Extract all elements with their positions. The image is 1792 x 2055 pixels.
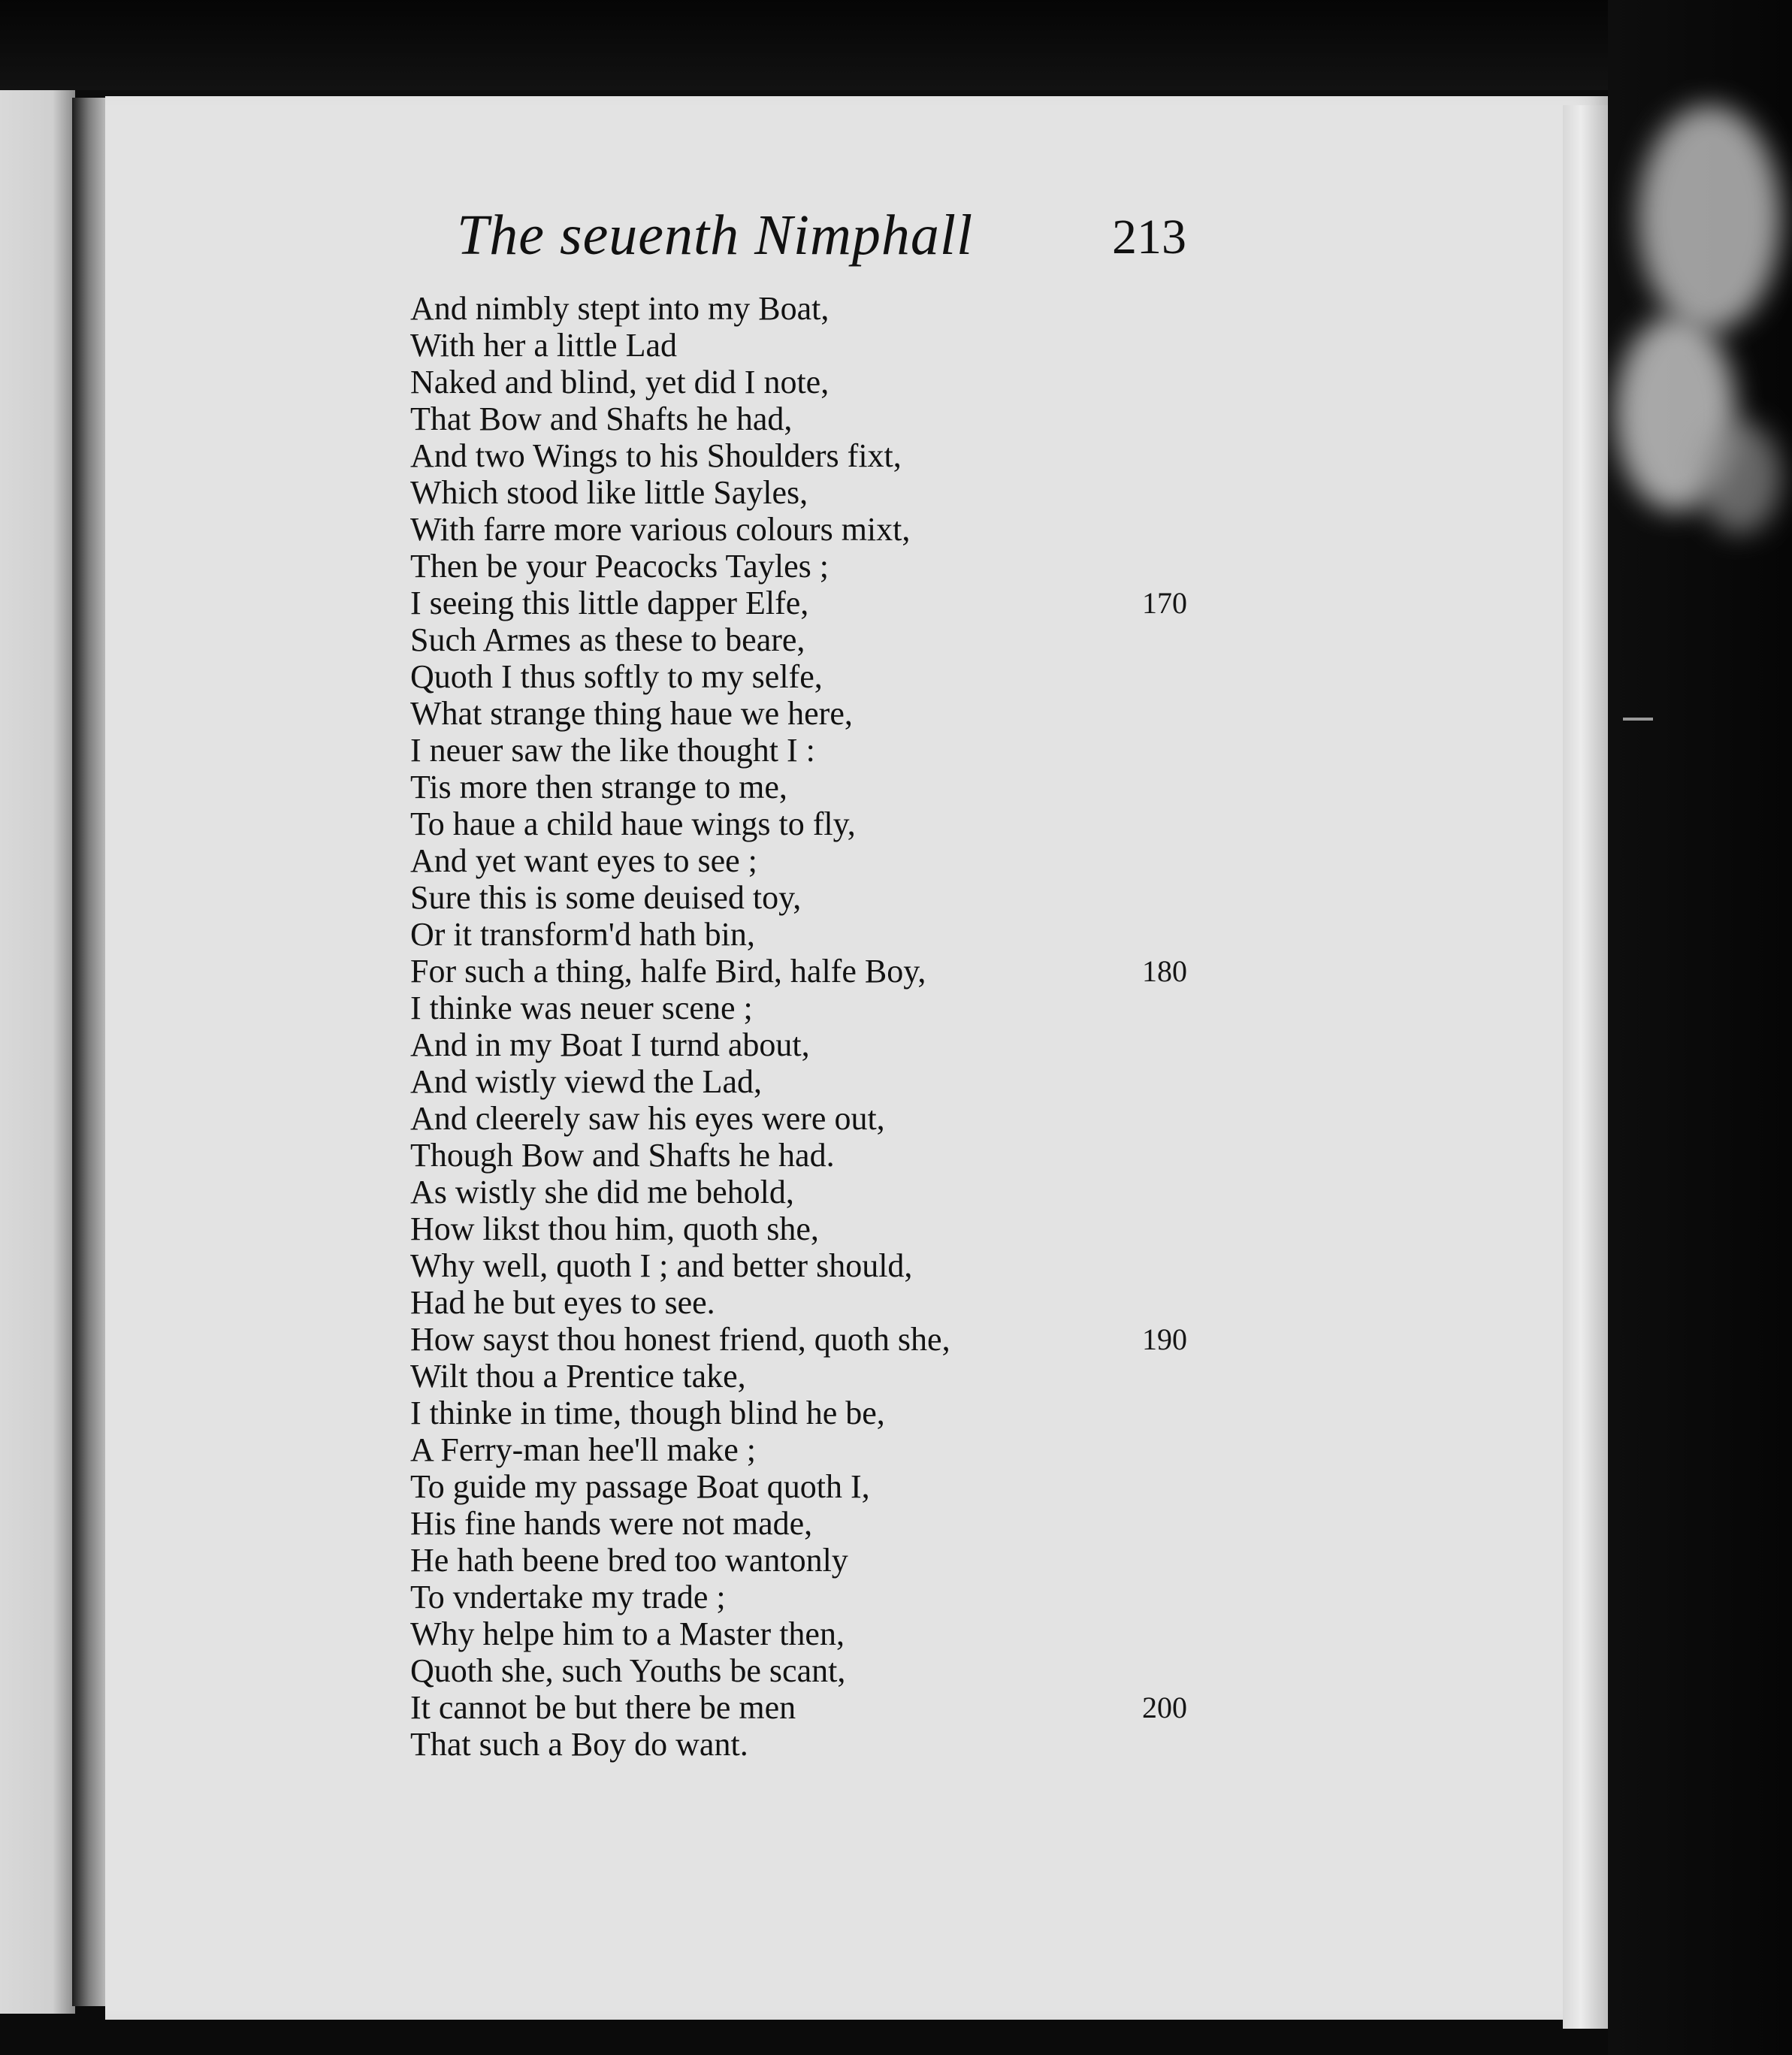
verse-line: And in my Boat I turnd about,	[410, 1026, 810, 1063]
verse-line: His fine hands were not made,	[410, 1505, 813, 1542]
verse-line: Tis more then strange to me,	[410, 769, 787, 805]
verse-line: Quoth she, such Youths be scant,	[410, 1652, 846, 1689]
facing-page-edge	[0, 90, 75, 2014]
verse-line: Though Bow and Shafts he had.	[410, 1137, 835, 1174]
scan-texture	[1698, 421, 1781, 533]
verse-line: To haue a child haue wings to fly,	[410, 805, 856, 842]
verse-line: Such Armes as these to beare,	[410, 621, 805, 658]
line-number: 200	[1142, 1691, 1187, 1724]
verse-line: It cannot be but there be men	[410, 1689, 796, 1726]
verse-line: And yet want eyes to see ;	[410, 842, 757, 879]
verse-line: And two Wings to his Shoulders fixt,	[410, 437, 902, 474]
scan-texture	[1638, 105, 1781, 331]
verse-line: How likst thou him, quoth she,	[410, 1210, 819, 1247]
verse-line: That Bow and Shafts he had,	[410, 400, 793, 437]
page-edge	[1563, 105, 1608, 2029]
scan-background-top	[0, 0, 1792, 90]
verse-line: I neuer saw the like thought I :	[410, 732, 815, 769]
running-head-title: The seuenth Nimphall	[457, 204, 974, 267]
verse-line: Which stood like little Sayles,	[410, 474, 808, 511]
verse-line: And nimbly stept into my Boat,	[410, 290, 830, 327]
verse-line: Then be your Peacocks Tayles ;	[410, 548, 829, 585]
verse-line: Had he but eyes to see.	[410, 1284, 715, 1321]
page-number: 213	[1112, 210, 1186, 264]
verse-line: To vndertake my trade ;	[410, 1579, 726, 1615]
verse-line: Wilt thou a Prentice take,	[410, 1358, 746, 1395]
verse-line: Naked and blind, yet did I note,	[410, 364, 830, 400]
verse-line: Why helpe him to a Master then,	[410, 1615, 845, 1652]
verse-line: With farre more various colours mixt,	[410, 511, 911, 548]
poem-text	[410, 290, 950, 1763]
verse-line: I seeing this little dapper Elfe,	[410, 585, 809, 621]
verse-line: How sayst thou honest friend, quoth she,	[410, 1321, 950, 1358]
verse-line: For such a thing, halfe Bird, halfe Boy,	[410, 953, 926, 990]
line-number: 190	[1142, 1322, 1187, 1356]
line-number: 170	[1142, 586, 1187, 620]
verse-line: Or it transform'd hath bin,	[410, 916, 755, 953]
verse-line: As wistly she did me behold,	[410, 1174, 794, 1210]
verse-line: Sure this is some deuised toy,	[410, 879, 802, 916]
verse-line: That such a Boy do want.	[410, 1726, 748, 1763]
verse-line: What strange thing haue we here,	[410, 695, 853, 732]
book-gutter	[72, 98, 110, 2006]
verse-line: Quoth I thus softly to my selfe,	[410, 658, 823, 695]
verse-line: Why well, quoth I ; and better should,	[410, 1247, 913, 1284]
scan-speck	[1623, 718, 1653, 721]
verse-line: And wistly viewd the Lad,	[410, 1063, 763, 1100]
verse-line: And cleerely saw his eyes were out,	[410, 1100, 885, 1137]
line-number: 180	[1142, 954, 1187, 988]
verse-line: I thinke was neuer scene ;	[410, 990, 753, 1026]
verse-line: I thinke in time, though blind he be,	[410, 1395, 885, 1431]
verse-line: With her a little Lad	[410, 327, 677, 364]
verse-line: A Ferry-man hee'll make ;	[410, 1431, 757, 1468]
verse-line: To guide my passage Boat quoth I,	[410, 1468, 870, 1505]
verse-line: He hath beene bred too wantonly	[410, 1542, 848, 1579]
